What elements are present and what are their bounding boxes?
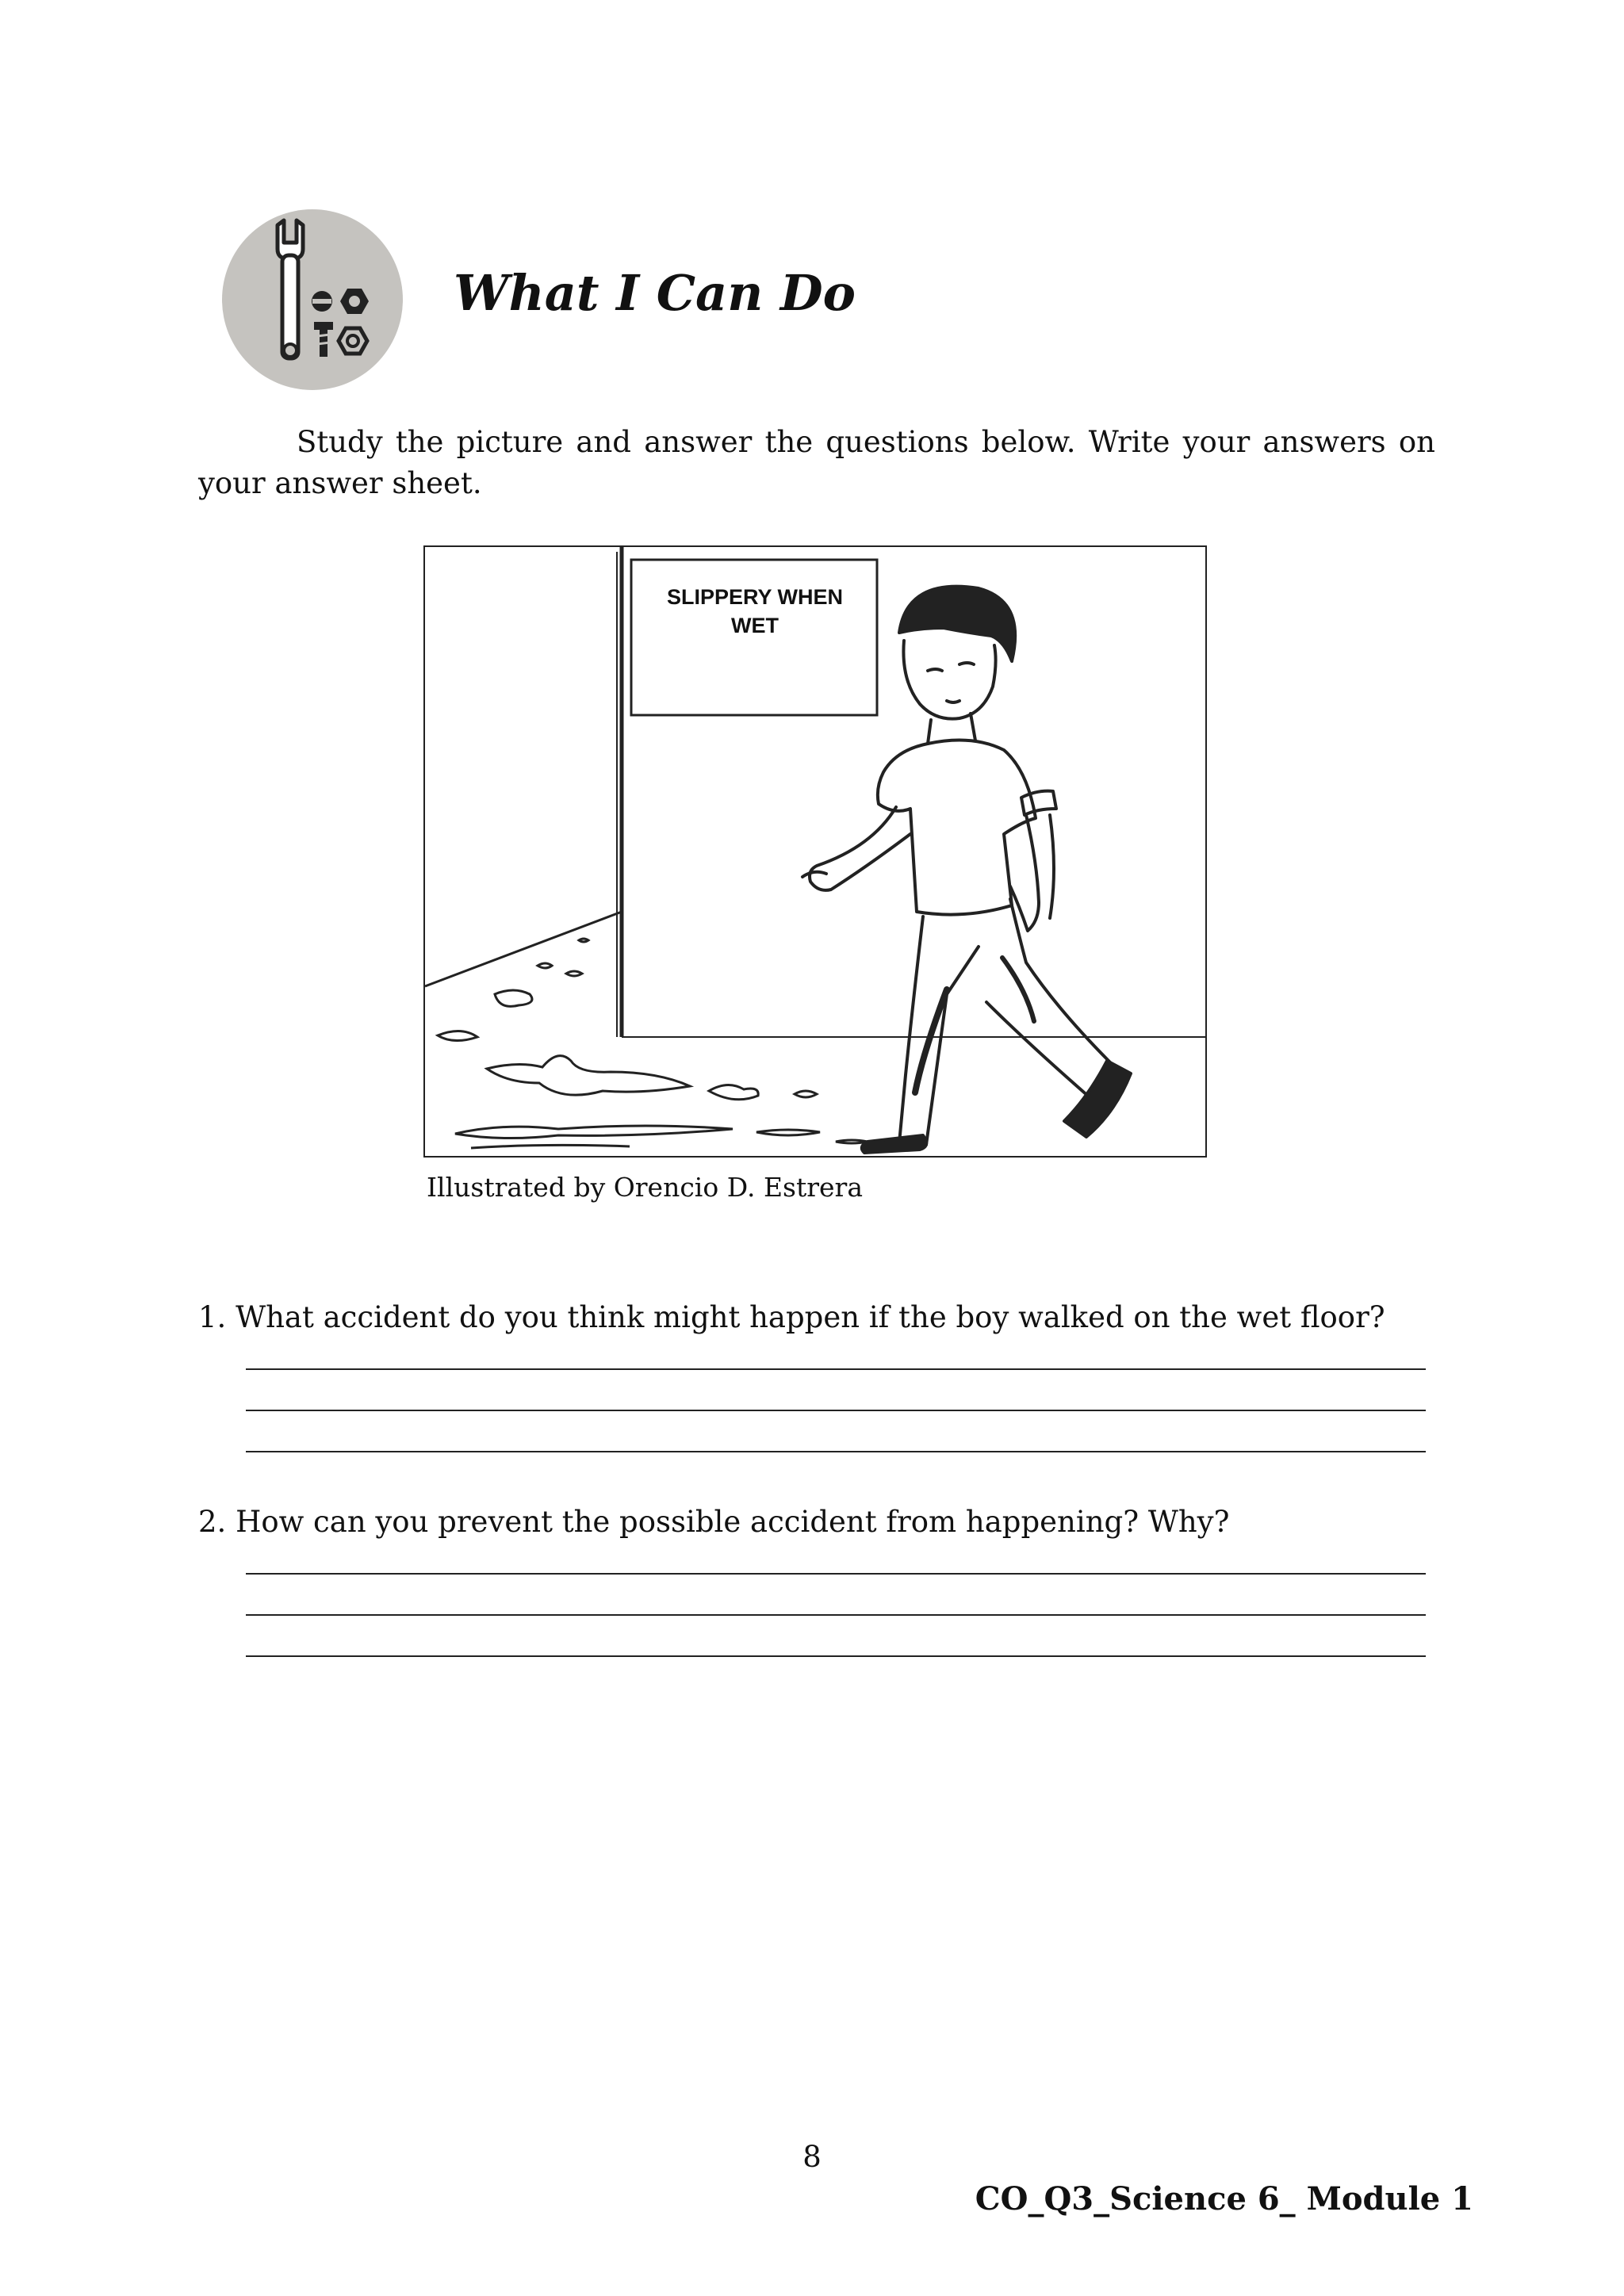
answer-line[interactable] — [246, 1573, 1426, 1575]
answer-line[interactable] — [246, 1655, 1426, 1657]
answer-line[interactable] — [246, 1368, 1426, 1370]
section-title: What I Can Do — [454, 264, 856, 322]
illustration — [423, 545, 1207, 1158]
answer-line[interactable] — [246, 1451, 1426, 1452]
question-2: 2. How can you prevent the possible accident from happening? Why? — [198, 1505, 1230, 1539]
wet-floor-illustration — [423, 545, 1207, 1158]
illustration-caption: Illustrated by Orencio D. Estrera — [427, 1172, 864, 1203]
sign-line-1: SLIPPERY WHEN — [666, 585, 844, 609]
instructions-text: Study the picture and answer the questions below. Write your answers on your answer sheet. — [198, 425, 1435, 500]
wrench-bolts-icon — [216, 203, 409, 396]
answer-line[interactable] — [246, 1410, 1426, 1411]
sign-line-2: WET — [731, 614, 779, 637]
answer-line[interactable] — [246, 1614, 1426, 1616]
page-number: 8 — [802, 2140, 822, 2174]
question-1: 1. What accident do you think might happen if the boy walked on the wet floor? — [198, 1300, 1385, 1334]
module-code: CO_Q3_Science 6_ Module 1 — [975, 2180, 1473, 2218]
section-icon — [216, 203, 409, 396]
